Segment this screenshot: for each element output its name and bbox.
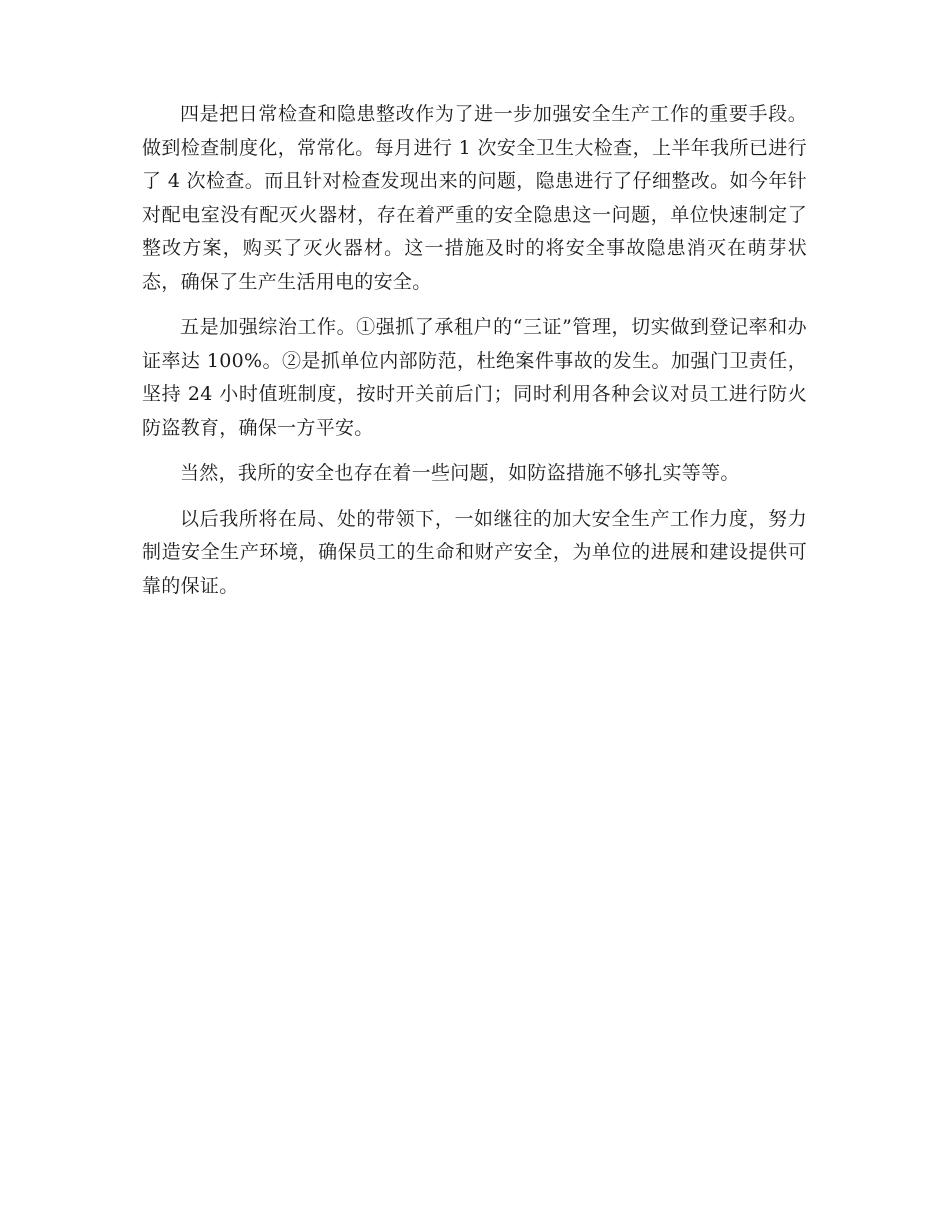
paragraph-comprehensive-governance: 五是加强综治工作。①强抓了承租户的“三证”管理，切实做到登记率和办证率达 100%。②是抓单位内部防范，杜绝案件事故的发生。加强门卫责任，坚持 24 小时值班制度，按时开关前后门；同时利用各种会议对员工进行防火防盗教育，确保一方平安。 <box>142 316 807 439</box>
document-body <box>142 98 807 615</box>
paragraph-existing-problems: 当然，我所的安全也存在着一些问题，如防盗措施不够扎实等等。 <box>180 462 740 484</box>
paragraph-safety-inspection: 四是把日常检查和隐患整改作为了进一步加强安全生产工作的重要手段。做到检查制度化，常常化。每月进行 1 次安全卫生大检查，上半年我所已进行了 4 次检查。而且针对检查发现出来的问题，隐患进行了仔细整改。如今年针对配电室没有配灭火器材，存在着严重的安全隐患这一问题，单位快速制定了整改方案，购买了灭火器材。这一措施及时的将安全事故隐患消灭在萌芽状态，确保了生产生活用电的安全。 <box>142 103 807 293</box>
paragraph-future-plan: 以后我所将在局、处的带领下，一如继往的加大安全生产工作力度，努力制造安全生产环境，确保员工的生命和财产安全，为单位的进展和建设提供可靠的保证。 <box>142 507 807 597</box>
